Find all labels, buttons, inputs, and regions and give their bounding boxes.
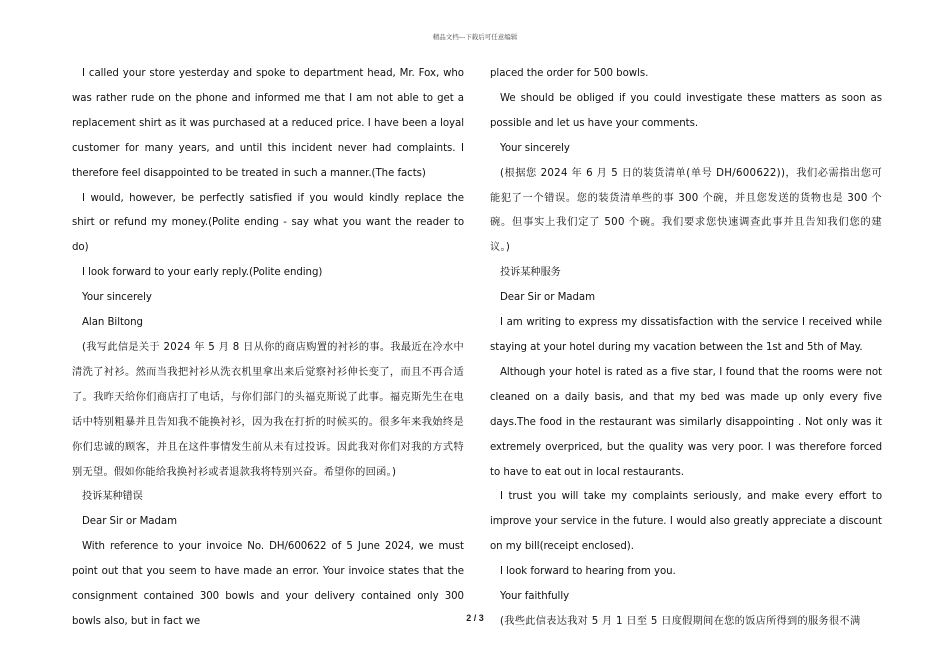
signoff: Your sincerely [500,142,570,154]
section-heading-service-complaint: 投诉某种服务 [500,267,561,279]
paragraph-trust: I trust you will take my complaints seriously, and make every effort to improve your service in the future. I would also greatly appreciate a discount on my bill(receipt enclosed). [490,491,882,553]
paragraph-invoice-continuation: placed the order for 500 bowls. [490,68,649,79]
paragraph-closing: I look forward to hearing from you. [500,566,676,578]
paragraph-facts: I called your store yesterday and spoke to department head, Mr. Fox, who was rather rude on the phone and informed me that I am not able to get a replacement shirt as it was purchased at a reduced price. I have been a loyal customer for many years, and until this incident never had complaints. I therefore feel disappointed to be treated in such a manner.(The facts) [72,68,464,179]
salutation: Dear Sir or Madam [82,516,177,528]
paragraph-investigate: We should be obliged if you could investigate these matters as soon as possible and let us have your comments. [490,92,882,129]
salutation: Dear Sir or Madam [500,292,595,304]
signoff: Your sincerely [82,292,152,304]
paragraph-chinese-translation: (我写此信是关于 2024 年 5 月 8 日从你的商店购置的衬衫的事。我最近在冷水中清洗了衬衫。然而当我把衬衫从洗衣机里拿出来后觉察衬衫伸长变了，而且不再合适了。我昨天给你们商店打了电话，与你们部门的头福克斯说了此事。福克斯先生在电话中特别粗暴并且告知我不能换衬衫，因为我在打折的时候买的。很多年来我始终是你们忠诚的顾客，并且在这件事情发生前从未有过投诉。因此我对你们对我的方式特别无望。假如你能给我换衬衫或者退款我将特别兴奋。希望你的回函。) [72,341,464,478]
page-number: 2 / 3 [466,613,484,623]
paragraph-invoice: With reference to your invoice No. DH/600622 of 5 June 2024, we must point out that you seem to have made an error. Your invoice states that the consignment contained 300 bowls and your delivery contained only 300 bowls also, but in fact we [72,541,464,627]
paragraph-closing: I look forward to your early reply.(Polite ending) [82,267,323,279]
paragraph-details: Although your hotel is rated as a five star, I found that the rooms were not cleaned on a daily basis, and that my bed was made up only every five days.The food in the restaurant was similarly disappointing . Not only was it extremely overpriced, but the quality was very poor. I was therefore forced to have to eat out in local restaurants. [490,366,882,478]
signoff: Your faithfully [500,591,570,603]
right-column [490,62,882,635]
paragraph-dissatisfaction: I am writing to express my dissatisfaction with the service I received while staying at your hotel during my vacation between the 1st and 5th of May. [490,317,882,353]
paragraph-request: I would, however, be perfectly satisfied if you would kindly replace the shirt or refund my money.(Polite ending - say what you want the reader to do) [72,192,464,254]
section-heading-error-complaint: 投诉某种错误 [82,491,143,503]
signature-name: Alan Biltong [82,317,143,329]
left-column [72,62,464,635]
page-header: 精品文档---下载后可任意编辑 [432,33,518,41]
paragraph-chinese-translation: (根据您 2024 年 6 月 5 日的装货清单(单号 DH/600622))，我们必需指出您可能犯了一个错误。您的装货清单些的事 300 个碗，并且您发送的货物也是 300 个碗。但事实上我们定了 500 个碗。我们要求您快速调查此事并且告知我们您的建议。) [490,167,882,254]
paragraph-chinese-translation: (我些此信表达我对 5 月 1 日至 5 日度假期间在您的饭店所得到的服务很不满 [500,615,861,627]
